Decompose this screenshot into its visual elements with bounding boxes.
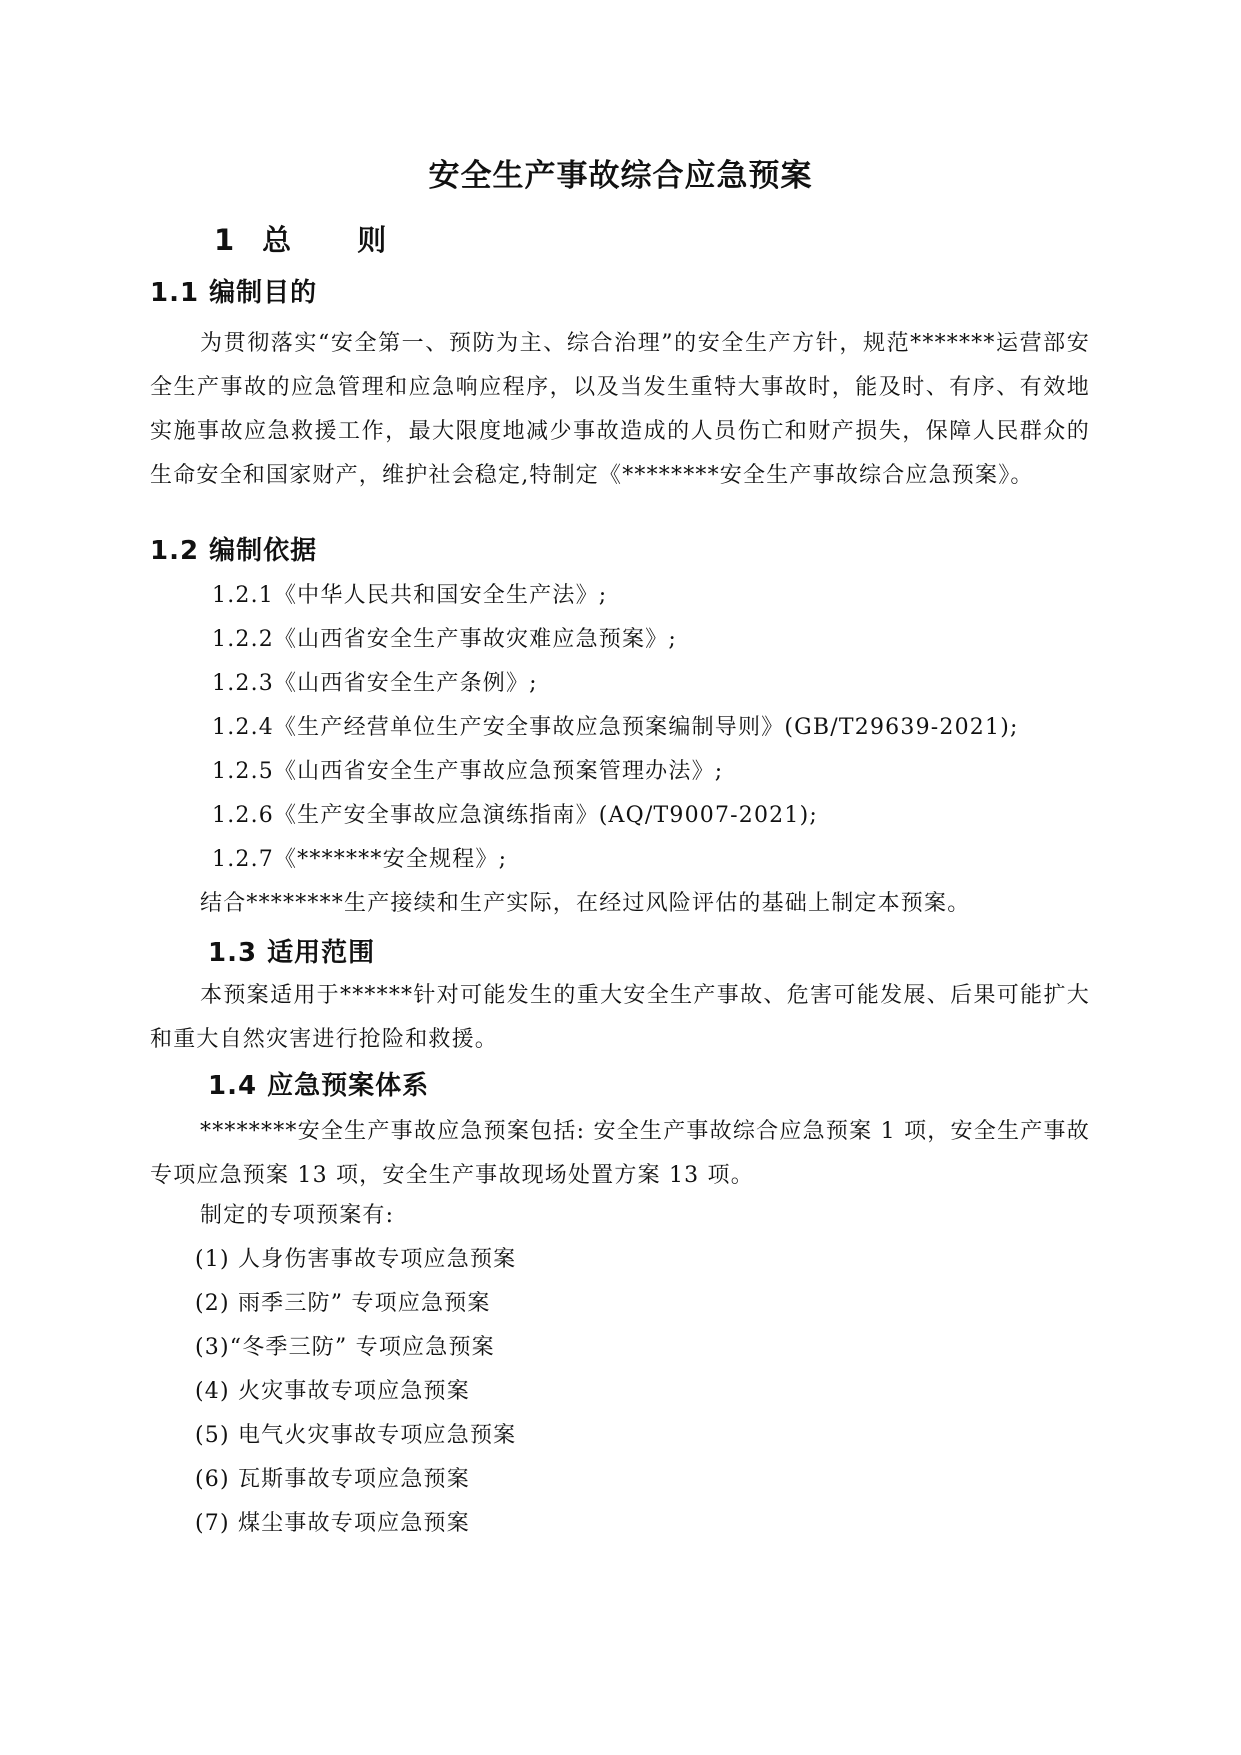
plan-list-item: (1) 人身伤害事故专项应急预案 — [195, 1247, 517, 1272]
plan-list-item: (2) 雨季三防” 专项应急预案 — [195, 1291, 491, 1316]
reference-item: 1.2.1《中华人民共和国安全生产法》; — [212, 583, 608, 608]
section-1-4-paragraph: ********安全生产事故应急预案包括: 安全生产事故综合应急预案 1 项，安全生产事故专项应急预案 13 项，安全生产事故现场处置方案 13 项。 — [150, 1119, 1090, 1188]
plan-list-item: (4) 火灾事故专项应急预案 — [195, 1379, 470, 1404]
section-1-3-paragraph: 本预案适用于******针对可能发生的重大安全生产事故、危害可能发展、后果可能扩大和重大自然灾害进行抢险和救援。 — [150, 983, 1090, 1052]
section-heading-1-3: 1.3 适用范围 — [208, 938, 376, 968]
plan-list-item: (7) 煤尘事故专项应急预案 — [195, 1511, 470, 1536]
reference-item: 1.2.7《*******安全规程》; — [212, 847, 508, 872]
chapter-heading: 1总 则 — [214, 223, 415, 257]
reference-item: 1.2.6《生产安全事故应急演练指南》(AQ/T9007-2021); — [212, 803, 818, 828]
section-heading-1-2: 1.2 编制依据 — [150, 536, 318, 566]
document-title: 安全生产事故综合应急预案 — [428, 158, 813, 194]
reference-item: 1.2.5《山西省安全生产事故应急预案管理办法》; — [212, 759, 724, 784]
plan-list-item: (5) 电气火灾事故专项应急预案 — [195, 1423, 517, 1448]
section-1-1-paragraph: 为贯彻落实“安全第一、预防为主、综合治理”的安全生产方针，规范*******运营部安全生产事故的应急管理和应急响应程序，以及当发生重特大事故时，能及时、有序、有效地实施事故应急救援工作，最大限度地减少事故造成的人员伤亡和财产损失，保障人民群众的生命安全和国家财产，维护社会稳定,特制定《********安全生产事故综合应急预案》。 — [150, 331, 1090, 488]
plan-list-item: (3)“冬季三防” 专项应急预案 — [195, 1335, 495, 1360]
section-heading-1-1: 1.1 编制目的 — [150, 278, 318, 308]
section-1-2-closing: 结合********生产接续和生产实际，在经过风险评估的基础上制定本预案。 — [200, 891, 971, 916]
reference-item: 1.2.2《山西省安全生产事故灾难应急预案》; — [212, 627, 677, 652]
reference-item: 1.2.3《山西省安全生产条例》; — [212, 671, 538, 696]
reference-item: 1.2.4《生产经营单位生产安全事故应急预案编制导则》(GB/T29639-2021); — [212, 715, 1019, 740]
section-heading-1-4: 1.4 应急预案体系 — [208, 1071, 430, 1101]
plans-list-intro: 制定的专项预案有: — [200, 1203, 395, 1228]
plan-list-item: (6) 瓦斯事故专项应急预案 — [195, 1467, 470, 1492]
